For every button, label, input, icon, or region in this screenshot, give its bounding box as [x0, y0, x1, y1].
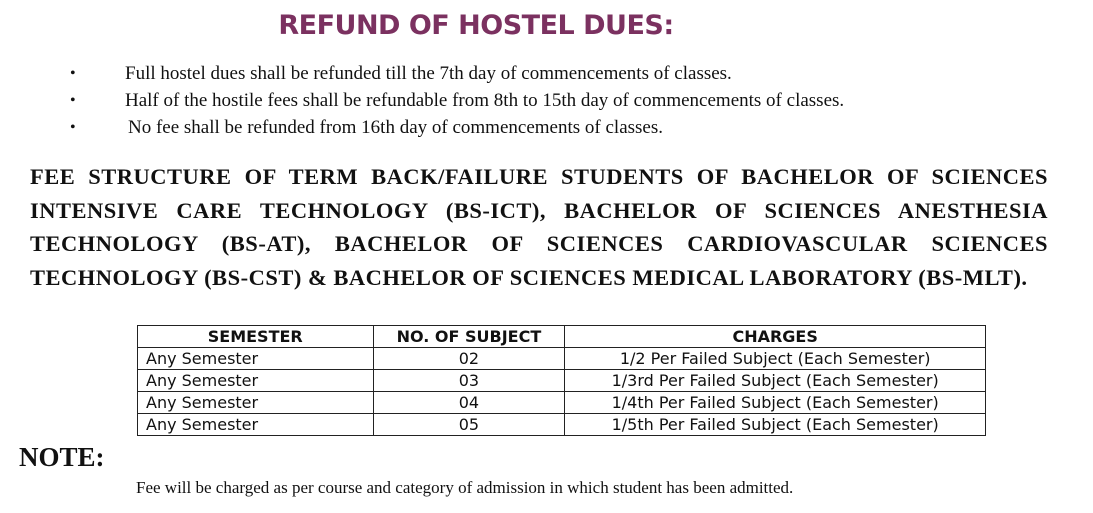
cell-subjects: 03 — [373, 370, 565, 392]
table-row — [138, 414, 986, 436]
note-label: NOTE: — [19, 442, 105, 472]
column-header-charges: CHARGES — [565, 326, 986, 348]
fee-structure-title: FEE STRUCTURE OF TERM BACK/FAILURE STUDENTS OF BACHELOR OF SCIENCES INTENSIVE CARE TECHNOLOGY (BS-ICT), BACHELOR OF SCIENCES ANESTHESIA TECHNOLOGY (BS-AT), BACHELOR OF SCIENCES CARDIOVASCULAR SCIENCES TECHNOLOGY (BS-CST) & BACHELOR OF SCIENCES MEDICAL LABORATORY (BS-MLT). — [30, 164, 1048, 290]
column-header-semester: SEMESTER — [138, 326, 374, 348]
cell-subjects: 05 — [373, 414, 565, 436]
cell-charges: 1/5th Per Failed Subject (Each Semester) — [565, 414, 986, 436]
cell-semester: Any Semester — [138, 414, 374, 436]
cell-subjects: 02 — [373, 348, 565, 370]
cell-semester: Any Semester — [138, 370, 374, 392]
table-header-row — [138, 326, 986, 348]
table-row — [138, 392, 986, 414]
cell-subjects: 04 — [373, 392, 565, 414]
cell-semester: Any Semester — [138, 348, 374, 370]
bullet-icon: • — [70, 119, 76, 136]
list-item-text: No fee shall be refunded from 16th day of commencements of classes. — [128, 117, 663, 138]
table-row — [138, 348, 986, 370]
note-text: Fee will be charged as per course and category of admission in which student has been admitted. — [136, 478, 794, 497]
cell-charges: 1/2 Per Failed Subject (Each Semester) — [565, 348, 986, 370]
table-row — [138, 370, 986, 392]
fee-table — [137, 325, 986, 436]
list-item-text: Half of the hostile fees shall be refundable from 8th to 15th day of commencements of classes. — [125, 90, 845, 111]
bullet-icon: • — [70, 92, 76, 109]
refund-heading: REFUND OF HOSTEL DUES: — [278, 10, 674, 41]
bullet-icon: • — [70, 65, 76, 82]
column-header-subjects: NO. OF SUBJECT — [373, 326, 565, 348]
cell-charges: 1/4th Per Failed Subject (Each Semester) — [565, 392, 986, 414]
list-item-text: Full hostel dues shall be refunded till the 7th day of commencements of classes. — [125, 63, 732, 84]
cell-charges: 1/3rd Per Failed Subject (Each Semester) — [565, 370, 986, 392]
cell-semester: Any Semester — [138, 392, 374, 414]
